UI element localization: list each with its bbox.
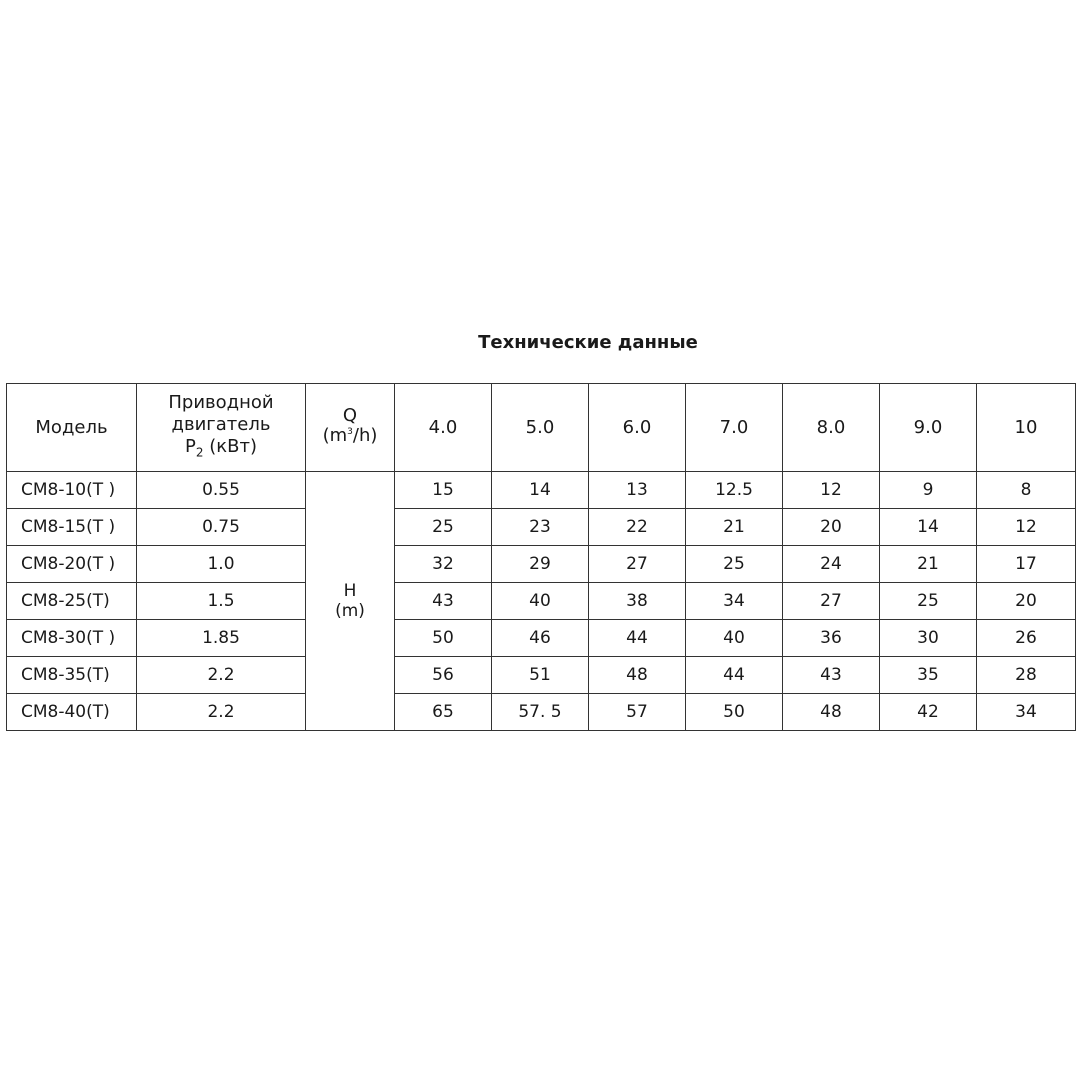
flow-value-header: 4.0 (395, 384, 492, 472)
power-cell: 1.85 (137, 620, 306, 657)
flow-unit: $(m^3/h)$ (322, 425, 378, 446)
power-cell: 2.2 (137, 694, 306, 731)
table-header-row (7, 384, 1076, 472)
head-value-cell: 27 (589, 546, 686, 583)
model-cell: CM8-40(T) (7, 694, 137, 731)
head-value-cell: 21 (880, 546, 977, 583)
table-row (7, 657, 1076, 694)
head-value-cell: 17 (977, 546, 1076, 583)
flow-value-header: 10 (977, 384, 1076, 472)
head-value-cell: 12 (783, 472, 880, 509)
head-value-cell: 40 (686, 620, 783, 657)
head-value-cell: 12 (977, 509, 1076, 546)
technical-data-table (6, 383, 1076, 731)
motor-header-line2: двигатель (171, 413, 271, 435)
head-value-cell: 57 (589, 694, 686, 731)
flow-label: Q (342, 405, 358, 426)
flow-unit-header (306, 384, 395, 472)
head-value-cell: 25 (686, 546, 783, 583)
head-value-cell: 43 (783, 657, 880, 694)
head-value-cell: 36 (783, 620, 880, 657)
table-row (7, 694, 1076, 731)
flow-value-header: 7.0 (686, 384, 783, 472)
head-value-cell: 9 (880, 472, 977, 509)
table-row (7, 583, 1076, 620)
head-value-cell: 48 (589, 657, 686, 694)
head-value-cell: 14 (492, 472, 589, 509)
head-value-cell: 50 (686, 694, 783, 731)
head-value-cell: 23 (492, 509, 589, 546)
power-cell: 0.55 (137, 472, 306, 509)
head-value-cell: 43 (395, 583, 492, 620)
power-cell: 1.5 (137, 583, 306, 620)
flow-value-header: 9.0 (880, 384, 977, 472)
head-value-cell: 25 (395, 509, 492, 546)
head-value-cell: 15 (395, 472, 492, 509)
head-value-cell: 27 (783, 583, 880, 620)
head-value-cell: 65 (395, 694, 492, 731)
table-title: Технические данные (478, 332, 698, 353)
head-value-cell: 20 (783, 509, 880, 546)
table-row (7, 472, 1076, 509)
head-value-cell: 25 (880, 583, 977, 620)
head-value-cell: 21 (686, 509, 783, 546)
head-value-cell: 30 (880, 620, 977, 657)
head-value-cell: 22 (589, 509, 686, 546)
flow-value-header: 8.0 (783, 384, 880, 472)
model-cell: CM8-10(T ) (7, 472, 137, 509)
motor-header-p-subscript: 2 (195, 445, 204, 460)
head-value-cell: 13 (589, 472, 686, 509)
flow-value-header: 6.0 (589, 384, 686, 472)
motor-header-unit: (кВт) (209, 435, 257, 457)
motor-header-p: P (185, 435, 196, 457)
table-row (7, 509, 1076, 546)
head-value-cell: 26 (977, 620, 1076, 657)
power-cell: 1.0 (137, 546, 306, 583)
head-value-cell: 32 (395, 546, 492, 583)
head-value-cell: 56 (395, 657, 492, 694)
head-value-cell: 57. 5 (492, 694, 589, 731)
head-value-cell: 44 (589, 620, 686, 657)
head-value-cell: 50 (395, 620, 492, 657)
head-value-cell: 24 (783, 546, 880, 583)
head-label: H (343, 581, 357, 601)
head-value-cell: 34 (686, 583, 783, 620)
head-value-cell: 40 (492, 583, 589, 620)
head-unit-cell (306, 472, 395, 731)
model-cell: CM8-35(T) (7, 657, 137, 694)
head-unit: (m) (335, 601, 365, 621)
motor-header-line1: Приводной (168, 391, 274, 413)
head-value-cell: 14 (880, 509, 977, 546)
head-value-cell: 46 (492, 620, 589, 657)
head-value-cell: 44 (686, 657, 783, 694)
head-value-cell: 35 (880, 657, 977, 694)
head-value-cell: 51 (492, 657, 589, 694)
head-value-cell: 29 (492, 546, 589, 583)
model-cell: CM8-30(T ) (7, 620, 137, 657)
head-value-cell: 8 (977, 472, 1076, 509)
table-row (7, 620, 1076, 657)
power-cell: 0.75 (137, 509, 306, 546)
model-header: Модель (7, 384, 137, 472)
model-cell: CM8-15(T ) (7, 509, 137, 546)
flow-value-header: 5.0 (492, 384, 589, 472)
model-cell: CM8-20(T ) (7, 546, 137, 583)
head-value-cell: 34 (977, 694, 1076, 731)
head-value-cell: 20 (977, 583, 1076, 620)
model-cell: CM8-25(T) (7, 583, 137, 620)
head-value-cell: 48 (783, 694, 880, 731)
head-value-cell: 38 (589, 583, 686, 620)
head-value-cell: 28 (977, 657, 1076, 694)
head-value-cell: 42 (880, 694, 977, 731)
motor-power-header (137, 384, 306, 472)
head-value-cell: 12.5 (686, 472, 783, 509)
table-row (7, 546, 1076, 583)
power-cell: 2.2 (137, 657, 306, 694)
